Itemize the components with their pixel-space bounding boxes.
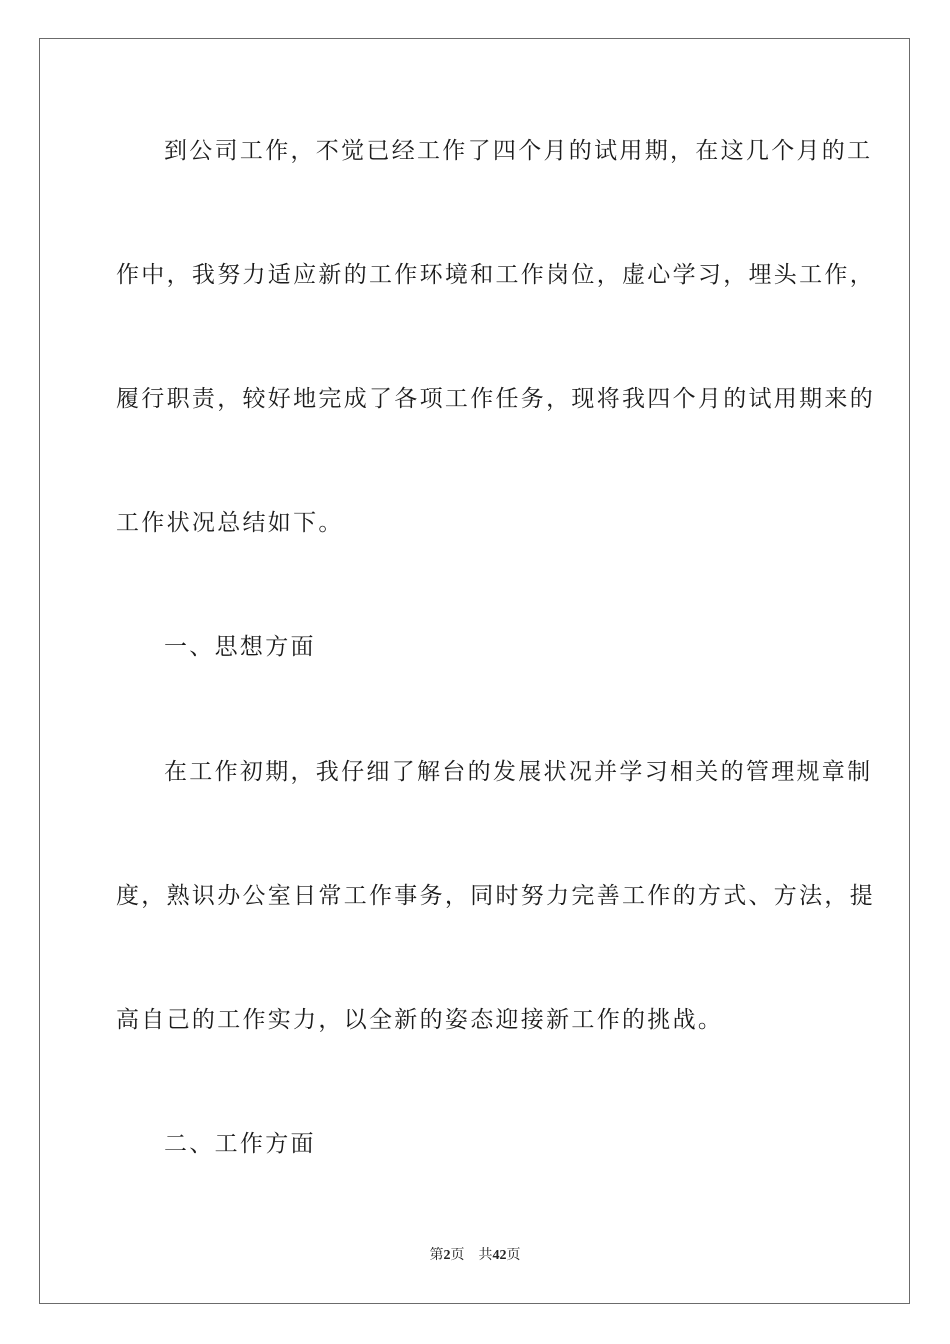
total-suffix: 页 xyxy=(506,1248,521,1263)
page-footer xyxy=(0,1246,950,1266)
text-line: 履行职责，较好地完成了各项工作任务，现将我四个月的试用期来的 xyxy=(116,386,875,412)
text-line: 度，熟识办公室日常工作事务，同时努力完善工作的方式、方法，提 xyxy=(116,883,875,909)
section-heading: 二、工作方面 xyxy=(164,1131,316,1157)
total-prefix: 共 xyxy=(478,1248,493,1263)
page-frame xyxy=(39,38,910,1304)
text-line: 在工作初期，我仔细了解台的发展状况并学习相关的管理规章制 xyxy=(164,759,873,785)
total-pages: 42 xyxy=(492,1248,507,1263)
page-prefix: 第 xyxy=(429,1248,444,1263)
text-line: 高自己的工作实力，以全新的姿态迎接新工作的挑战。 xyxy=(116,1007,724,1033)
section-heading: 一、思想方面 xyxy=(164,634,316,660)
text-line: 作中，我努力适应新的工作环境和工作岗位，虚心学习，埋头工作， xyxy=(116,262,875,288)
text-line: 工作状况总结如下。 xyxy=(116,510,344,536)
page-suffix: 页 xyxy=(450,1248,465,1263)
page-number: 2 xyxy=(443,1248,451,1263)
text-line: 到公司工作，不觉已经工作了四个月的试用期，在这几个月的工 xyxy=(164,138,873,164)
